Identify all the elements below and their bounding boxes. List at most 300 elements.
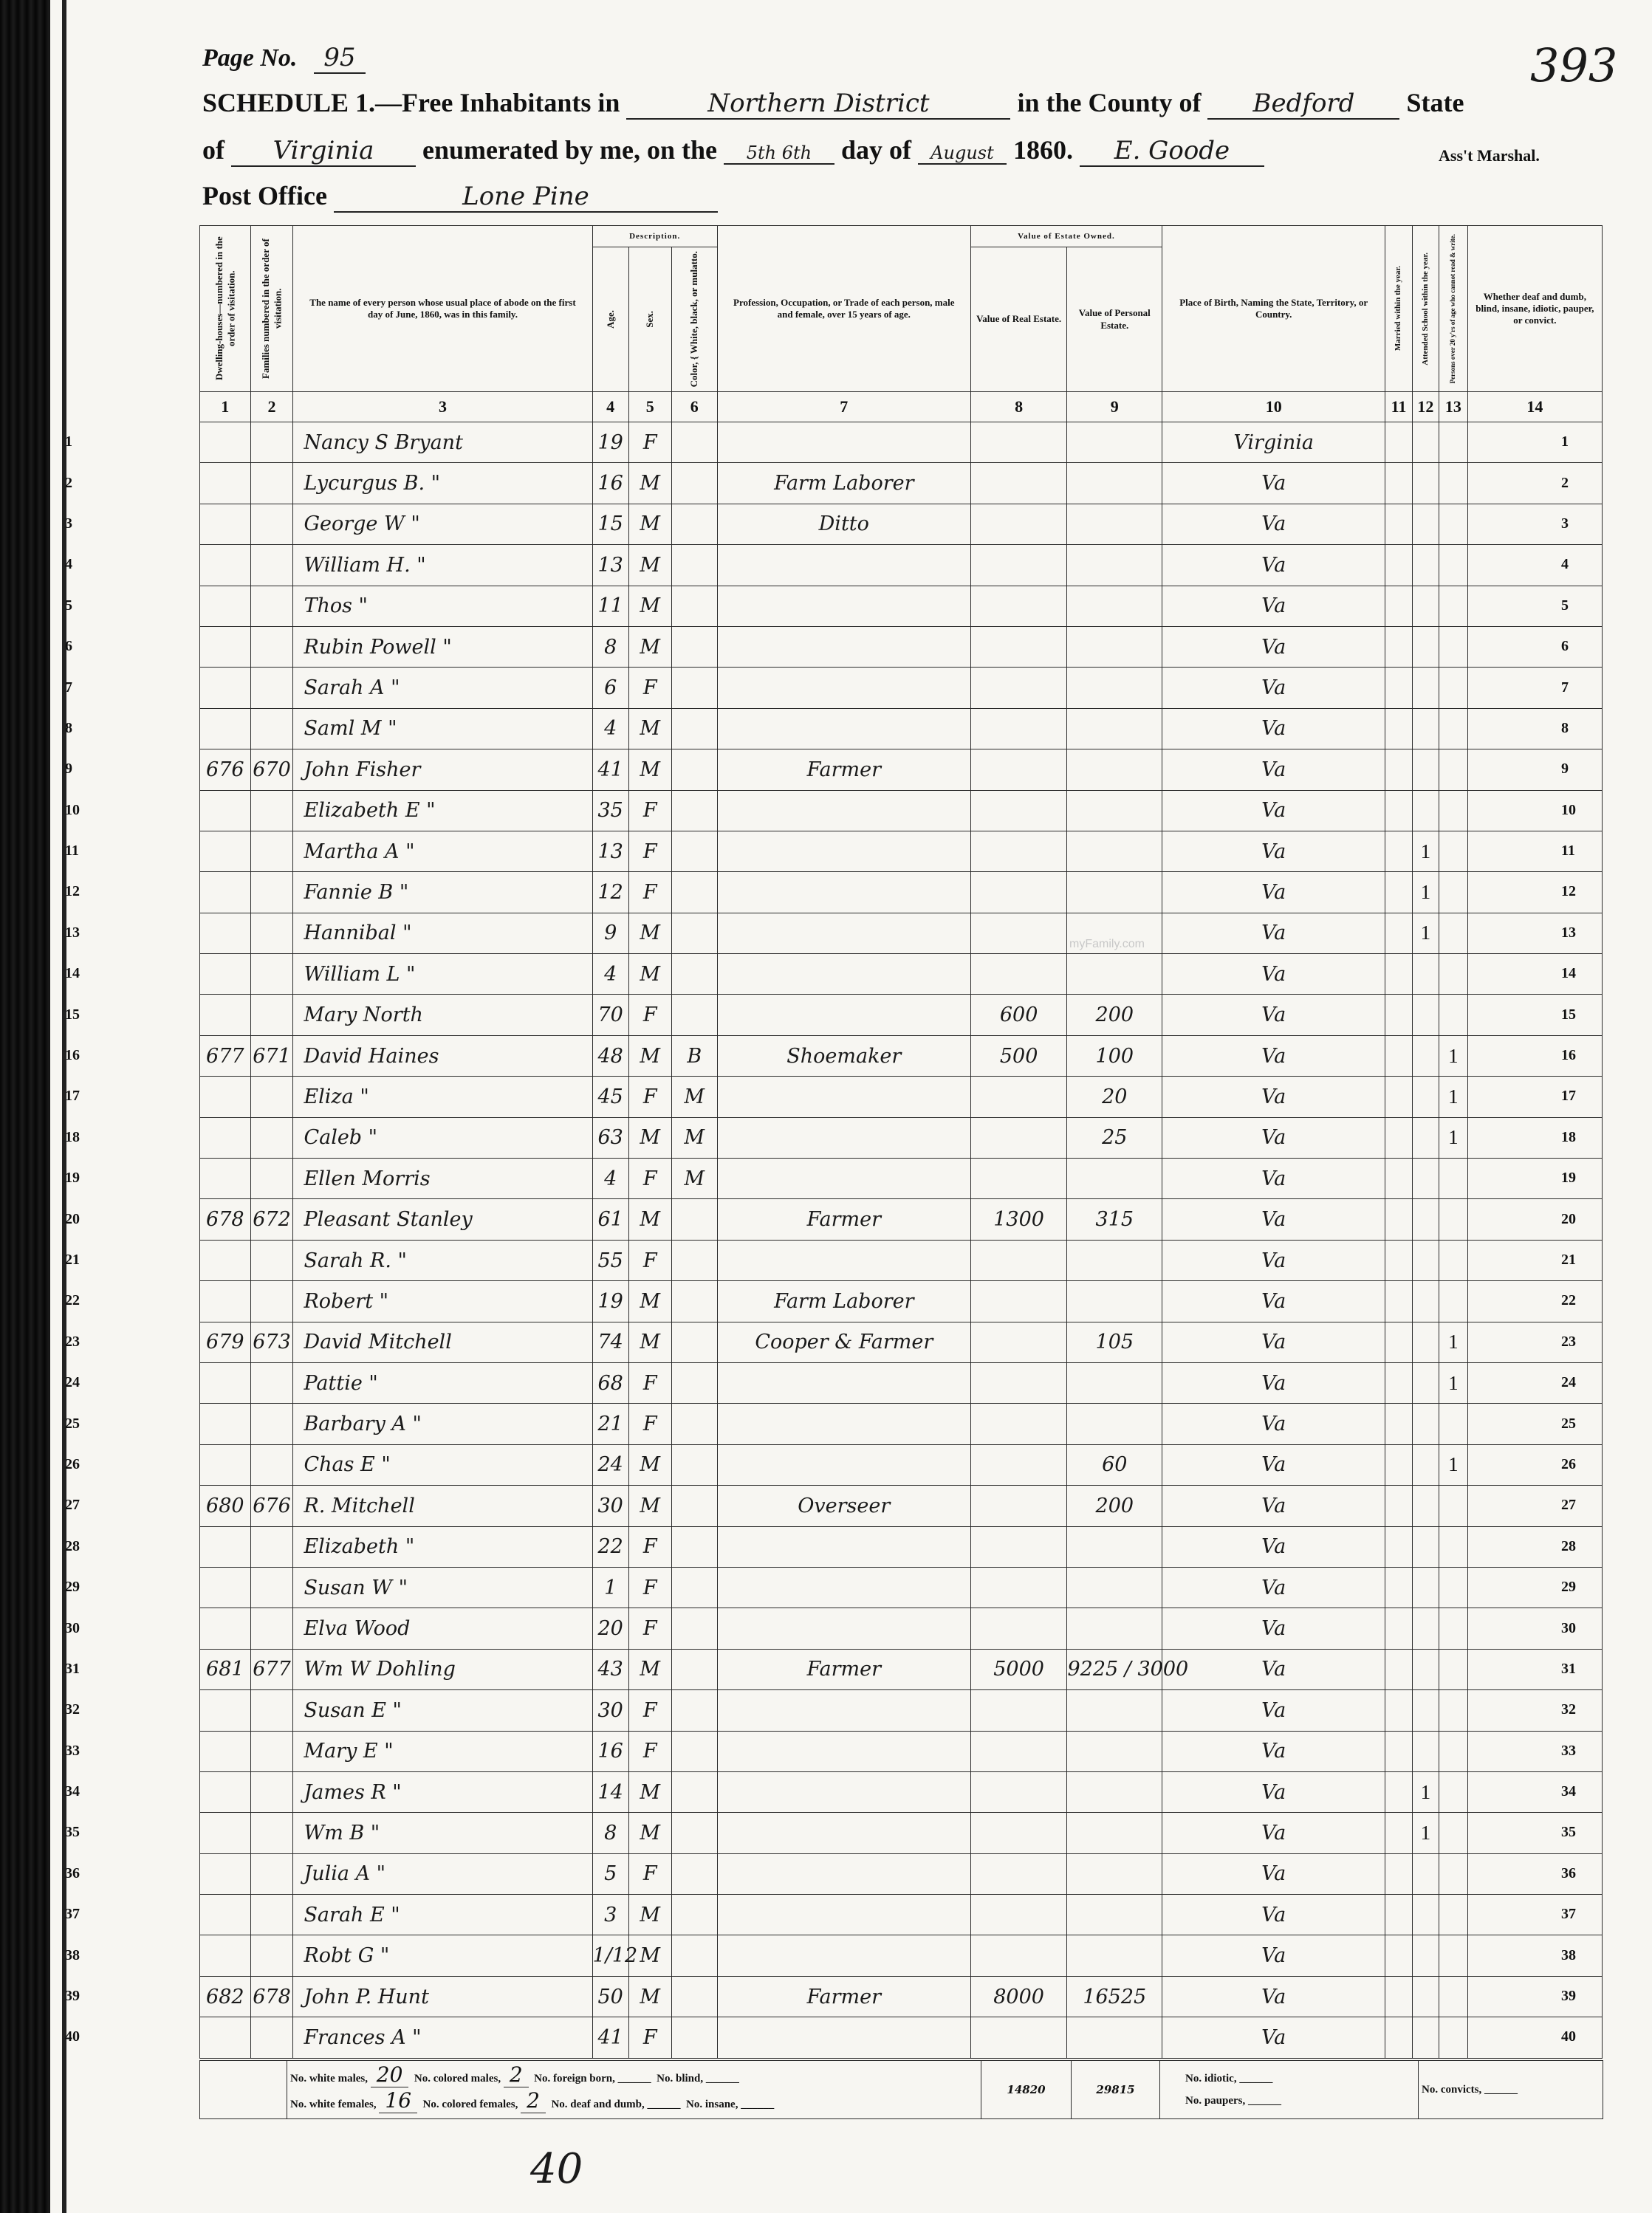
row-number-left: 19 [65,1170,80,1187]
row-number-right: 8 [1561,719,1569,736]
age-value: 14 [592,1771,628,1812]
family-number: 677 [250,1649,293,1689]
married-mark [1385,626,1412,667]
school-mark [1412,2017,1439,2058]
family-number [250,1608,293,1649]
occupation-value [717,668,970,708]
condition-value [1467,1608,1602,1649]
family-number [250,1159,293,1199]
age-value: 74 [592,1322,628,1362]
colored-females-value: 2 [521,2088,546,2113]
birthplace-value: Va [1162,749,1385,790]
color-value [671,995,717,1035]
family-number [250,504,293,544]
person-name: Wm B " [293,1813,592,1853]
dwelling-number [200,913,251,953]
birthplace-value: Va [1162,1526,1385,1567]
personal-estate-value [1067,1813,1162,1853]
sex-value: M [628,1199,671,1240]
married-mark [1385,1322,1412,1362]
cannot-read-mark [1439,1813,1468,1853]
cannot-read-mark [1439,463,1468,504]
column-number-row [200,392,1603,422]
foreign-born-label: No. foreign born, [534,2073,615,2085]
family-number [250,1895,293,1935]
school-mark: 1 [1412,872,1439,913]
school-mark [1412,1404,1439,1444]
family-number [250,1771,293,1812]
occupation-value [717,545,970,586]
row-number-right: 36 [1561,1864,1576,1881]
condition-value [1467,872,1602,913]
age-value: 43 [592,1649,628,1689]
table-row [200,1935,1603,1976]
condition-value [1467,1199,1602,1240]
school-mark [1412,708,1439,749]
birthplace-value: Va [1162,1240,1385,1280]
family-number [250,1404,293,1444]
age-value: 55 [592,1240,628,1280]
family-number [250,1731,293,1771]
row-number-right: 33 [1561,1742,1576,1759]
real-estate-value [970,1608,1067,1649]
row-number-left: 14 [65,965,80,982]
row-number-left: 36 [65,1864,80,1881]
sex-value: M [628,1895,671,1935]
family-number: 673 [250,1322,293,1362]
personal-estate-value [1067,1895,1162,1935]
state-label: State [1406,88,1464,117]
school-mark [1412,545,1439,586]
personal-estate-value [1067,790,1162,831]
dwelling-number [200,504,251,544]
table-row [200,626,1603,667]
color-value [671,1526,717,1567]
post-office-value: Lone Pine [334,182,718,213]
condition-value [1467,790,1602,831]
person-name: Fannie B " [293,872,592,913]
birthplace-value: Va [1162,1404,1385,1444]
condition-value [1467,1567,1602,1608]
birthplace-value: Va [1162,1853,1385,1894]
color-value [671,1362,717,1403]
color-value [671,545,717,586]
dwelling-number [200,995,251,1035]
sex-value: M [628,913,671,953]
occupation-value: Farm Laborer [717,463,970,504]
cannot-read-mark [1439,626,1468,667]
birthplace-value: Va [1162,1731,1385,1771]
married-mark [1385,1771,1412,1812]
row-number-right: 2 [1561,474,1569,491]
age-value: 9 [592,913,628,953]
condition-value [1467,1649,1602,1689]
sex-value: F [628,995,671,1035]
dwelling-number [200,1240,251,1280]
color-value [671,1935,717,1976]
real-estate-value [970,1935,1067,1976]
age-value: 70 [592,995,628,1035]
birthplace-value: Va [1162,1895,1385,1935]
birthplace-value: Va [1162,1649,1385,1689]
cannot-read-mark [1439,1976,1468,2017]
birthplace-value: Va [1162,1322,1385,1362]
color-value [671,1813,717,1853]
personal-estate-value: 20 [1067,1077,1162,1117]
row-number-right: 17 [1561,1088,1576,1105]
row-number-left: 39 [65,1988,80,2005]
row-number-left: 23 [65,1333,80,1350]
row-number-right: 7 [1561,679,1569,696]
cannot-read-mark [1439,1526,1468,1567]
age-value: 21 [592,1404,628,1444]
school-mark [1412,463,1439,504]
column-number: 8 [970,392,1067,422]
condition-value [1467,1731,1602,1771]
page-number [202,43,366,74]
condition-value [1467,422,1602,463]
birthplace-value: Va [1162,545,1385,586]
personal-estate-value [1067,1608,1162,1649]
age-value: 22 [592,1526,628,1567]
birthplace-value: Va [1162,586,1385,626]
married-mark [1385,463,1412,504]
occupation-value [717,586,970,626]
row-number-right: 27 [1561,1497,1576,1514]
person-name: William H. " [293,545,592,586]
condition-value [1467,1444,1602,1485]
condition-value [1467,1362,1602,1403]
occupation-value [717,1731,970,1771]
book-binding [0,0,50,2213]
condition-value [1467,995,1602,1035]
condition-value [1467,708,1602,749]
person-name: Thos " [293,586,592,626]
occupation-value [717,422,970,463]
table-row [200,872,1603,913]
condition-value [1467,1935,1602,1976]
cannot-read-mark [1439,1771,1468,1812]
state-value: Virginia [231,136,416,167]
row-number-right: 40 [1561,2028,1576,2045]
column-number: 7 [717,392,970,422]
age-value: 30 [592,1690,628,1731]
person-name: Pleasant Stanley [293,1199,592,1240]
color-value: M [671,1077,717,1117]
birthplace-value: Va [1162,1486,1385,1526]
row-number-left: 15 [65,1006,80,1023]
personal-estate-value [1067,954,1162,995]
age-value: 19 [592,1281,628,1322]
row-number-left: 21 [65,1252,80,1268]
married-mark [1385,1690,1412,1731]
age-value: 1 [592,1567,628,1608]
cannot-read-mark [1439,1935,1468,1976]
age-value: 3 [592,1895,628,1935]
dwelling-number [200,422,251,463]
school-mark [1412,1077,1439,1117]
real-estate-value [970,2017,1067,2058]
married-mark [1385,1117,1412,1158]
row-number-left: 35 [65,1824,80,1841]
school-mark [1412,1690,1439,1731]
cannot-read-mark [1439,422,1468,463]
real-estate-value [970,1117,1067,1158]
birthplace-value: Va [1162,504,1385,544]
cannot-read-mark [1439,831,1468,871]
dwelling-number [200,1853,251,1894]
sex-value: M [628,1649,671,1689]
color-value [671,463,717,504]
personal-estate-value [1067,504,1162,544]
col2-header: Families numbered in the order of visitation. [250,226,293,392]
age-value: 63 [592,1117,628,1158]
colored-males-label: No. colored males, [414,2073,501,2085]
birthplace-value: Va [1162,1771,1385,1812]
person-name: Wm W Dohling [293,1649,592,1689]
col14-header: Whether deaf and dumb, blind, insane, idiotic, pauper, or convict. [1467,226,1602,392]
birthplace-value: Va [1162,913,1385,953]
family-number [250,1935,293,1976]
dwelling-number [200,954,251,995]
sex-value: M [628,1444,671,1485]
family-number [250,586,293,626]
personal-estate-value [1067,545,1162,586]
table-row [200,545,1603,586]
real-estate-value [970,1813,1067,1853]
age-value: 30 [592,1486,628,1526]
row-number-left: 31 [65,1660,80,1677]
birthplace-value: Va [1162,1608,1385,1649]
cannot-read-mark [1439,995,1468,1035]
color-value: M [671,1117,717,1158]
dwelling-number [200,1159,251,1199]
row-number-left: 29 [65,1579,80,1596]
table-row [200,1649,1603,1689]
color-value [671,1567,717,1608]
condition-value [1467,1771,1602,1812]
condition-value [1467,1404,1602,1444]
birthplace-value: Va [1162,2017,1385,2058]
sex-value: F [628,1404,671,1444]
dwelling-number [200,2017,251,2058]
occupation-value [717,1240,970,1280]
row-number-left: 24 [65,1374,80,1391]
school-mark: 1 [1412,913,1439,953]
table-row [200,1362,1603,1403]
color-value [671,1690,717,1731]
real-estate-value: 5000 [970,1649,1067,1689]
color-value: M [671,1159,717,1199]
cannot-read-mark [1439,2017,1468,2058]
page-label: Page No. [202,44,298,72]
personal-estate-value [1067,1526,1162,1567]
personal-estate-value: 100 [1067,1035,1162,1076]
color-value [671,668,717,708]
married-mark [1385,913,1412,953]
age-value: 1/12 [592,1935,628,1976]
row-number-right: 11 [1561,843,1575,860]
birthplace-value: Va [1162,1159,1385,1199]
birthplace-value: Va [1162,1117,1385,1158]
person-name: Julia A " [293,1853,592,1894]
personal-estate-value: 60 [1067,1444,1162,1485]
age-value: 45 [592,1077,628,1117]
age-value: 15 [592,504,628,544]
row-number-left: 22 [65,1292,80,1309]
of-label: of [202,135,225,165]
occupation-value [717,872,970,913]
school-mark [1412,1853,1439,1894]
row-number-right: 20 [1561,1210,1576,1227]
dwelling-number [200,831,251,871]
row-number-right: 34 [1561,1783,1576,1800]
condition-value [1467,586,1602,626]
family-number [250,708,293,749]
row-number-right: 30 [1561,1619,1576,1636]
age-value: 41 [592,749,628,790]
dwelling-number [200,1771,251,1812]
real-estate-value [970,1853,1067,1894]
col3-header: The name of every person whose usual place of abode on the first day of June, 1860, was in this family. [293,226,592,392]
column-number: 10 [1162,392,1385,422]
dwelling-number [200,1935,251,1976]
color-value: B [671,1035,717,1076]
personal-estate-value [1067,831,1162,871]
real-estate-value [970,1404,1067,1444]
cannot-read-mark [1439,504,1468,544]
sex-value: F [628,1077,671,1117]
sex-value: F [628,1731,671,1771]
school-mark [1412,1362,1439,1403]
table-row [200,2017,1603,2058]
birthplace-value: Va [1162,1976,1385,2017]
personal-estate-value [1067,872,1162,913]
col6-header: Color, { White, black, or mulatto. [671,247,717,392]
married-mark [1385,790,1412,831]
age-value: 6 [592,668,628,708]
married-mark [1385,504,1412,544]
married-mark [1385,1567,1412,1608]
birthplace-value: Va [1162,1281,1385,1322]
person-name: Chas E " [293,1444,592,1485]
married-mark [1385,1404,1412,1444]
age-value: 8 [592,1813,628,1853]
real-estate-value [970,1526,1067,1567]
idiotic-label: No. idiotic, [1185,2073,1237,2085]
real-estate-value [970,913,1067,953]
personal-estate-value: 16525 [1067,1976,1162,2017]
real-estate-value [970,626,1067,667]
column-number: 5 [628,392,671,422]
family-number [250,1117,293,1158]
condition-value [1467,1690,1602,1731]
occupation-value: Farm Laborer [717,1281,970,1322]
sex-value: M [628,1771,671,1812]
occupation-value [717,1526,970,1567]
table-row [200,1526,1603,1567]
sex-value: F [628,668,671,708]
table-row [200,831,1603,871]
row-number-left: 11 [65,843,79,860]
row-number-right: 32 [1561,1701,1576,1718]
row-number-right: 22 [1561,1292,1576,1309]
color-value [671,626,717,667]
row-number-right: 39 [1561,1988,1576,2005]
person-name: Nancy S Bryant [293,422,592,463]
family-number [250,668,293,708]
married-mark [1385,668,1412,708]
family-number [250,913,293,953]
sex-value: F [628,1362,671,1403]
condition-value [1467,1486,1602,1526]
school-mark [1412,1199,1439,1240]
estate-group-header: Value of Estate Owned. [970,226,1162,247]
person-name: John P. Hunt [293,1976,592,2017]
col12-header: Attended School within the year. [1412,226,1439,392]
age-value: 20 [592,1608,628,1649]
person-name: Elva Wood [293,1608,592,1649]
married-mark [1385,749,1412,790]
cannot-read-mark [1439,1281,1468,1322]
occupation-value [717,913,970,953]
color-value [671,1240,717,1280]
age-value: 8 [592,626,628,667]
condition-value [1467,626,1602,667]
dwelling-number: 678 [200,1199,251,1240]
occupation-value [717,1444,970,1485]
cannot-read-mark [1439,913,1468,953]
column-number: 13 [1439,392,1468,422]
condition-value [1467,1281,1602,1322]
family-number [250,422,293,463]
school-mark [1412,1526,1439,1567]
row-number-right: 28 [1561,1537,1576,1554]
condition-value [1467,1077,1602,1117]
sex-value: M [628,1117,671,1158]
occupation-value [717,995,970,1035]
census-rows [200,422,1603,2059]
column-number: 3 [293,392,592,422]
person-name: George W " [293,504,592,544]
family-number [250,872,293,913]
row-number-left: 9 [65,761,72,778]
person-name: Hannibal " [293,913,592,953]
marshal-label: Ass't Marshal. [1439,146,1540,165]
sex-value: M [628,1813,671,1853]
condition-value [1467,831,1602,871]
person-name: Pattie " [293,1362,592,1403]
sex-value: F [628,1567,671,1608]
real-estate-value [970,872,1067,913]
column-number: 9 [1067,392,1162,422]
school-mark [1412,1117,1439,1158]
married-mark [1385,872,1412,913]
row-number-left: 34 [65,1783,80,1800]
family-number [250,1526,293,1567]
personal-estate-value: 25 [1067,1117,1162,1158]
sex-value: F [628,1853,671,1894]
deaf-dumb-label: No. deaf and dumb, [551,2099,645,2110]
dwelling-number [200,1117,251,1158]
real-estate-value [970,463,1067,504]
real-estate-value [970,1444,1067,1485]
real-estate-value [970,1731,1067,1771]
table-row [200,1813,1603,1853]
page-tally: 40 [530,2145,583,2193]
color-value [671,1976,717,2017]
occupation-value [717,1117,970,1158]
